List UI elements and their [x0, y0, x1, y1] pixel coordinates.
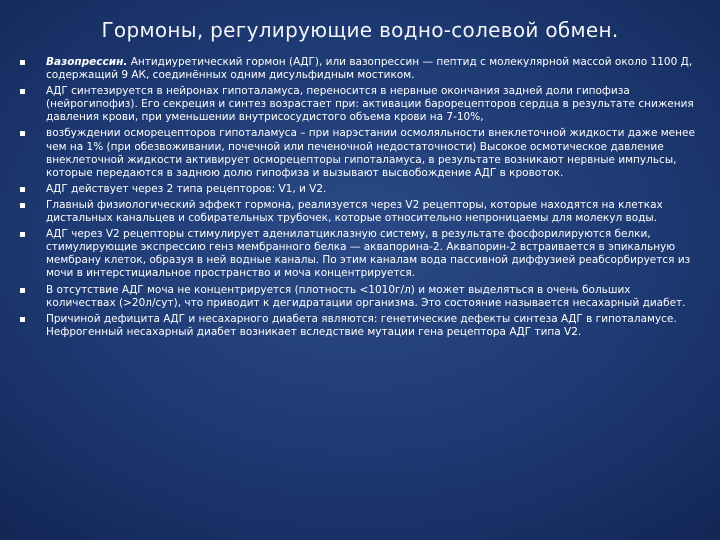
bullet-icon [20, 288, 25, 293]
bullet-icon [20, 89, 25, 94]
list-item-body: Главный физиологический эффект гормона, реализуется через V2 рецепторы, которые находятся на клетках дистальных канальцев и собирательных трубочек, которые относительно непроницаемы для молекул воды. [46, 198, 663, 225]
list-item-causes [20, 313, 696, 339]
list-item-main-effect [20, 199, 696, 225]
bullet-icon [20, 232, 25, 237]
list-item-vasopressin [20, 56, 696, 82]
list-item-body: АДГ синтезируется в нейронах гипоталамуса, переносится в нервные окончания задней доли гипофиза (нейрогипофиз). Его секреция и синтез возрастает при: активации барорецепторов сердца в результате снижения давления крови, при уменьшении внутрисосудистого объема крови на 7-10%, [46, 85, 694, 124]
list-item-body: АДГ действует через 2 типа рецепторов: V1, и V2. [46, 182, 327, 195]
bullet-icon [20, 317, 25, 322]
list-item-receptor-types [20, 183, 696, 196]
list-item-aquaporin [20, 228, 696, 280]
bullet-icon [20, 60, 25, 65]
list-item-text [46, 56, 696, 82]
bullet-icon [20, 203, 25, 208]
list-item-body: В отсутствие АДГ моча не концентрируется (плотность <1010г/л) и может выделяться в очень больших количествах (>20л/сут), что приводит к дегидратации организма. Это состояние называется несахарный диабет. [46, 283, 686, 309]
list-item-synthesis [20, 85, 696, 124]
list-item-body: Антидиуретический гормон (АДГ), или вазопрессин — пептид с молекулярной массой около 1100 Д, содержащий 9 АК, соединённых одним дисульфидным мостиком. [46, 56, 693, 82]
list-item-osmoreceptors [20, 127, 696, 179]
list-item-body: Причиной дефицита АДГ и несахарного диабета являются: генетические дефекты синтеза АДГ в гипоталамусе. Нефрогенный несахарный диабет возникает вследствие мутации гена рецептора АДГ типа V2. [46, 312, 677, 338]
list-item-body: АДГ через V2 рецепторы стимулирует аденилатциклазную систему, в результате фосфорилируются белки, стимулирующие экспрессию генз мембранного белка — аквапорина-2. Аквапорин-2 встраивается в эпикальную мембрану клеток, образуя в ней водные каналы. По этим каналам вода пассивной диффузией реабсорбируется из мочи в интерстициальное пространство и моча концентрируется. [46, 228, 691, 280]
term-heading: Вазопрессин. [46, 56, 128, 68]
slide-title: Гормоны, регулирующие водно-солевой обмен. [101, 18, 619, 42]
list-item-body: возбуждении осморецепторов гипоталамуса – при нарэстании осмоляльности внеклеточной жидкости даже менее чем на 1% (при обезвоживании, почечной или печеночной недостаточности) Высокое осмотическое давление внеклеточной жидкости активирует осморецепторы гипоталамуса, в результате возникают нервные импульсы, которые передаются в заднюю долю гипофиза и вызывают высвобождение АДГ в кровоток. [46, 127, 695, 179]
list-item-diabetes-insipidus [20, 284, 696, 310]
bullet-list [20, 56, 696, 339]
bullet-icon [20, 187, 25, 192]
bullet-icon [20, 131, 25, 136]
